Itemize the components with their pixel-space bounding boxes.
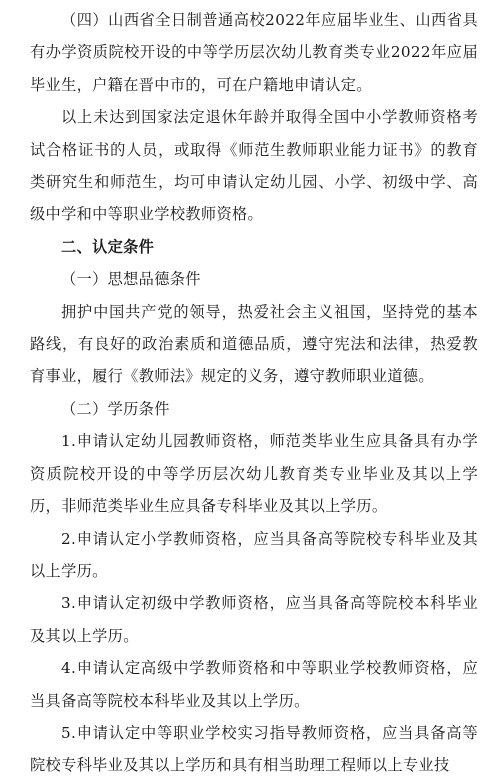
paragraph-eligibility-summary: 以上未达到国家法定退休年龄并取得全国中小学教师资格考试合格证书的人员，或取得《师范生教师职业能力证书》的教育类研究生和师范生，均可申请认定幼儿园、小学、初级中学、高级中学和中等职业学校教师资格。 (30, 108, 478, 224)
paragraph-ideology: 拥护中国共产党的领导，热爱社会主义祖国，坚持党的基本路线，有良好的政治素质和道德品质，遵守宪法和法律，热爱教育事业，履行《教师法》规定的义务，遵守教师职业道德。 (30, 302, 478, 386)
section-heading-conditions: 二、认定条件 (61, 237, 155, 256)
list-item-senior-middle: 4.申请认定高级中学教师资格和中等职业学校教师资格，应当具备高等院校本科毕业及其以上学历。 (30, 659, 478, 710)
list-item-primary: 2.申请认定小学教师资格，应当具备高等院校专科毕业及其以上学历。 (30, 529, 478, 580)
subheading-ideology: （一）思想品德条件 (61, 270, 201, 289)
paragraph-item-four: （四）山西省全日制普通高校2022年应届毕业生、山西省具有办学资质院校开设的中等学历层次幼儿教育类专业2022年应届毕业生，户籍在晋中市的，可在户籍地申请认定。 (30, 11, 478, 94)
list-item-kindergarten: 1.申请认定幼儿园教师资格，师范类毕业生应具备具有办学资质院校开设的中等学历层次幼儿教育类专业毕业及其以上学历，非师范类毕业生应具备专科毕业及其以上学历。 (30, 432, 478, 516)
list-item-junior-middle: 3.申请认定初级中学教师资格，应当具备高等院校本科毕业及其以上学历。 (30, 594, 478, 645)
subheading-education: （二）学历条件 (61, 399, 170, 418)
list-item-vocational-instructor: 5.申请认定中等职业学校实习指导教师资格，应当具备高等院校专科毕业及其以上学历和具有相当助理工程师以上专业技 (30, 723, 478, 775)
